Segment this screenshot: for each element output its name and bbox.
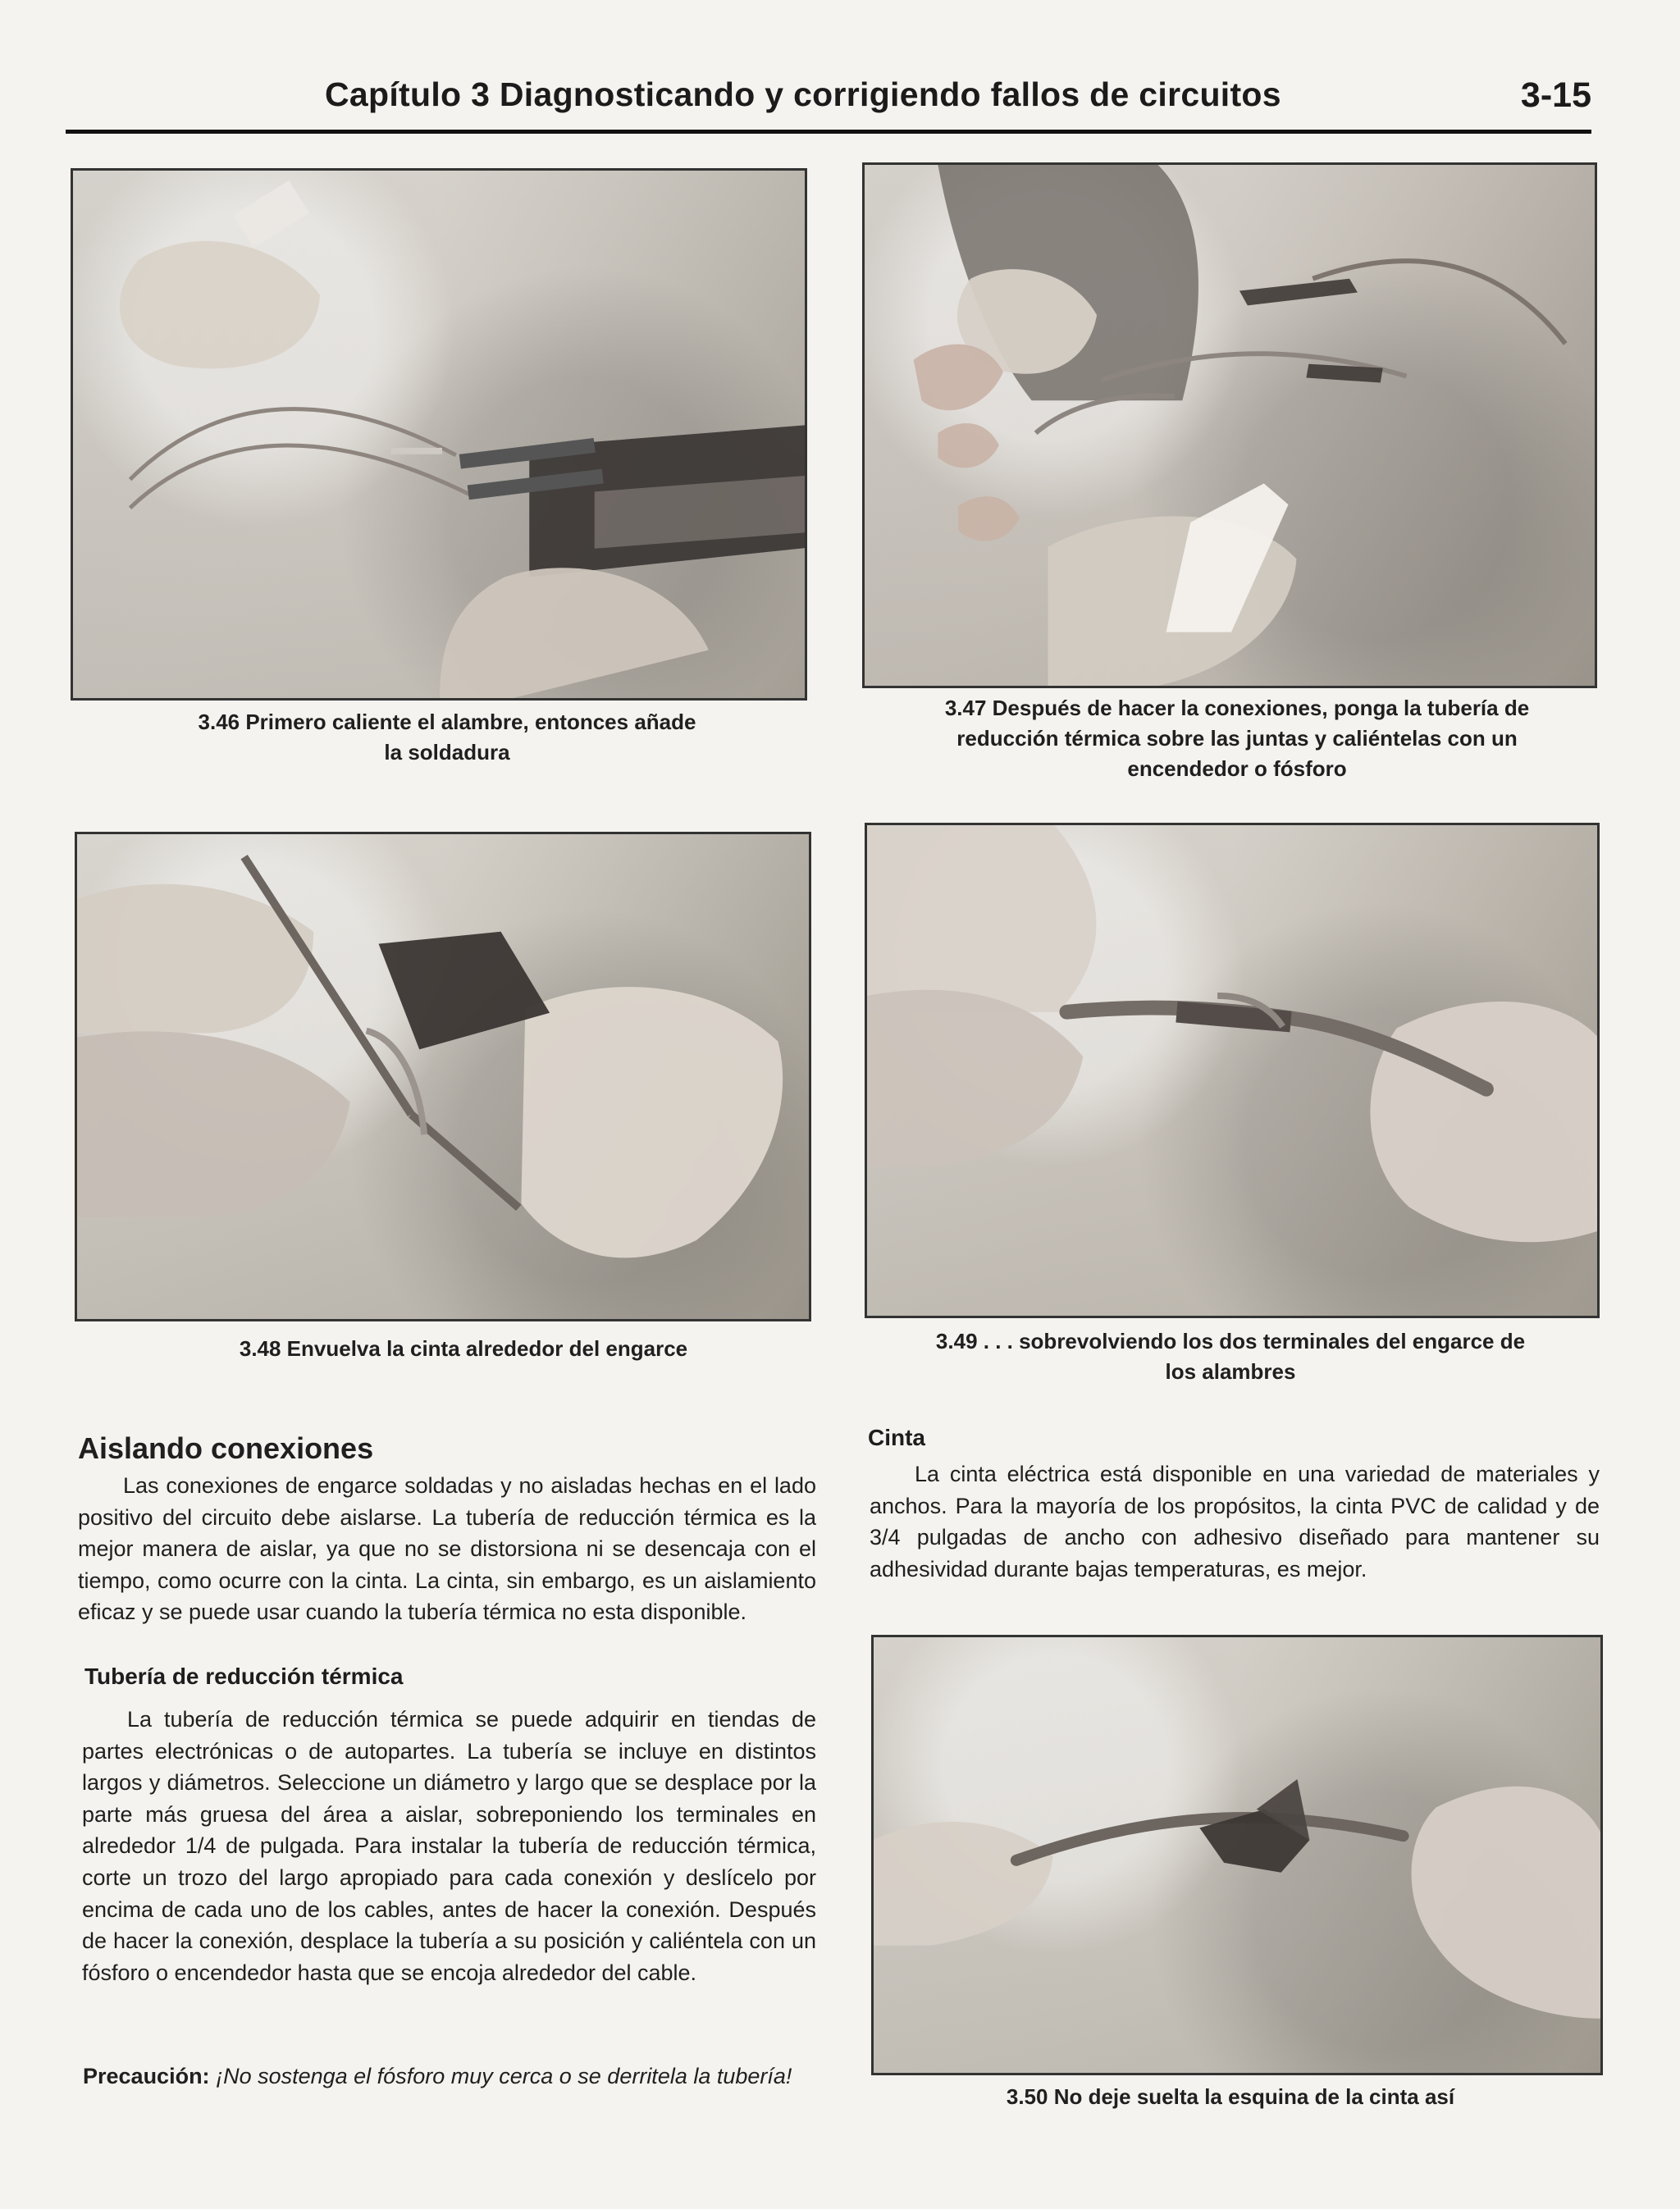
precaution-note (83, 2061, 821, 2093)
header-rule (66, 130, 1591, 134)
section-body-cinta (870, 1458, 1600, 1585)
figure-3-47-photo (862, 162, 1597, 688)
figure-3-47-caption (876, 693, 1598, 784)
precaution-label: Precaución: (83, 2064, 210, 2088)
paragraph-cinta: La cinta eléctrica está disponible en una variedad de materiales y anchos. Para la mayoría de los propósitos, la cinta PVC de calidad y de 3/4 pulgadas de ancho con adhesivo diseñado para mantener su adhesividad durante bajas temperaturas, es mejor. (870, 1462, 1600, 1581)
tape-overlap-photo-illustration (867, 825, 1597, 1316)
figure-3-50-photo (871, 1635, 1603, 2075)
section-heading-cinta: Cinta (868, 1425, 925, 1450)
chapter-title: Capítulo 3 Diagnosticando y corrigiendo fallos de circuitos (325, 75, 1281, 113)
section-body-aislando (78, 1470, 816, 1628)
paragraph-aislando: Las conexiones de engarce soldadas y no aisladas hechas en el lado positivo del circuito debe aislarse. La tubería de reducción térmica es la mejor manera de aislar, ya que no se distorsiona ni se desencaja con el tiempo, como ocurre con la cinta. La cinta, sin embargo, es un aislamiento eficaz y se puede usar cuando la tubería térmica no esta disponible. (78, 1473, 816, 1625)
figure-3-50-caption-line-1: 3.50 No deje suelta la esquina de la cinta así (1006, 2084, 1455, 2109)
figure-3-46-caption-line-2: la soldadura (384, 739, 510, 764)
figure-3-50-caption (943, 2082, 1518, 2112)
tape-wrap-photo-illustration (77, 834, 809, 1319)
figure-3-48-photo (75, 832, 811, 1321)
figure-3-47-caption-line-3: encendedor o fósforo (1127, 755, 1347, 781)
figure-3-48-caption (176, 1334, 751, 1364)
section-body-tuberia (82, 1704, 816, 1988)
soldering-photo-illustration (73, 171, 805, 698)
heat-shrink-photo-illustration (865, 165, 1595, 686)
section-heading-tuberia: Tubería de reducción térmica (84, 1664, 404, 1689)
figure-3-49-caption-line-2: los alambres (1165, 1358, 1296, 1384)
page-number: 3-15 (1520, 75, 1591, 115)
figure-3-49-caption-line-1: 3.49 . . . sobrevolviendo los dos terminales del engarce de (935, 1329, 1526, 1353)
loose-tape-photo-illustration (874, 1637, 1600, 2073)
figure-3-47-caption-line-1: 3.47 Después de hacer la conexiones, ponga la tubería de (944, 696, 1530, 720)
figure-3-46-photo (71, 168, 807, 701)
figure-3-47-caption-line-2: reducción térmica sobre las juntas y caliéntelas con un (956, 725, 1518, 751)
section-heading-aislando: Aislando conexiones (78, 1431, 374, 1465)
figure-3-46-caption (123, 707, 771, 768)
figure-3-48-caption-line-1: 3.48 Envuelva la cinta alrededor del engarce (239, 1336, 688, 1361)
paragraph-tuberia: La tubería de reducción térmica se puede adquirir en tiendas de partes electrónicas o de autopartes. La tubería se incluye en distintos largos y diámetros. Seleccione un diámetro y largo que se desplace por la parte más gruesa del área a aislar, sobreponiendo los terminales en alrededor 1/4 de pulgada. Para instalar la tubería de reducción térmica, corte un trozo del largo apropiado para cada conexión y deslícelo por encima de cada uno de los cables, antes de hacer la conexión. Después de hacer la conexión, desplace la tubería a su posición y caliéntela con un fósforo o encendedor hasta que se encoja alrededor del cable. (82, 1707, 816, 1985)
figure-3-46-caption-line-1: 3.46 Primero caliente el alambre, entonces añade (198, 710, 696, 734)
precaution-text: ¡No sostenga el fósforo muy cerca o se derritela la tubería! (216, 2064, 792, 2088)
figure-3-49-caption (879, 1326, 1582, 1387)
figure-3-49-photo (865, 823, 1600, 1318)
